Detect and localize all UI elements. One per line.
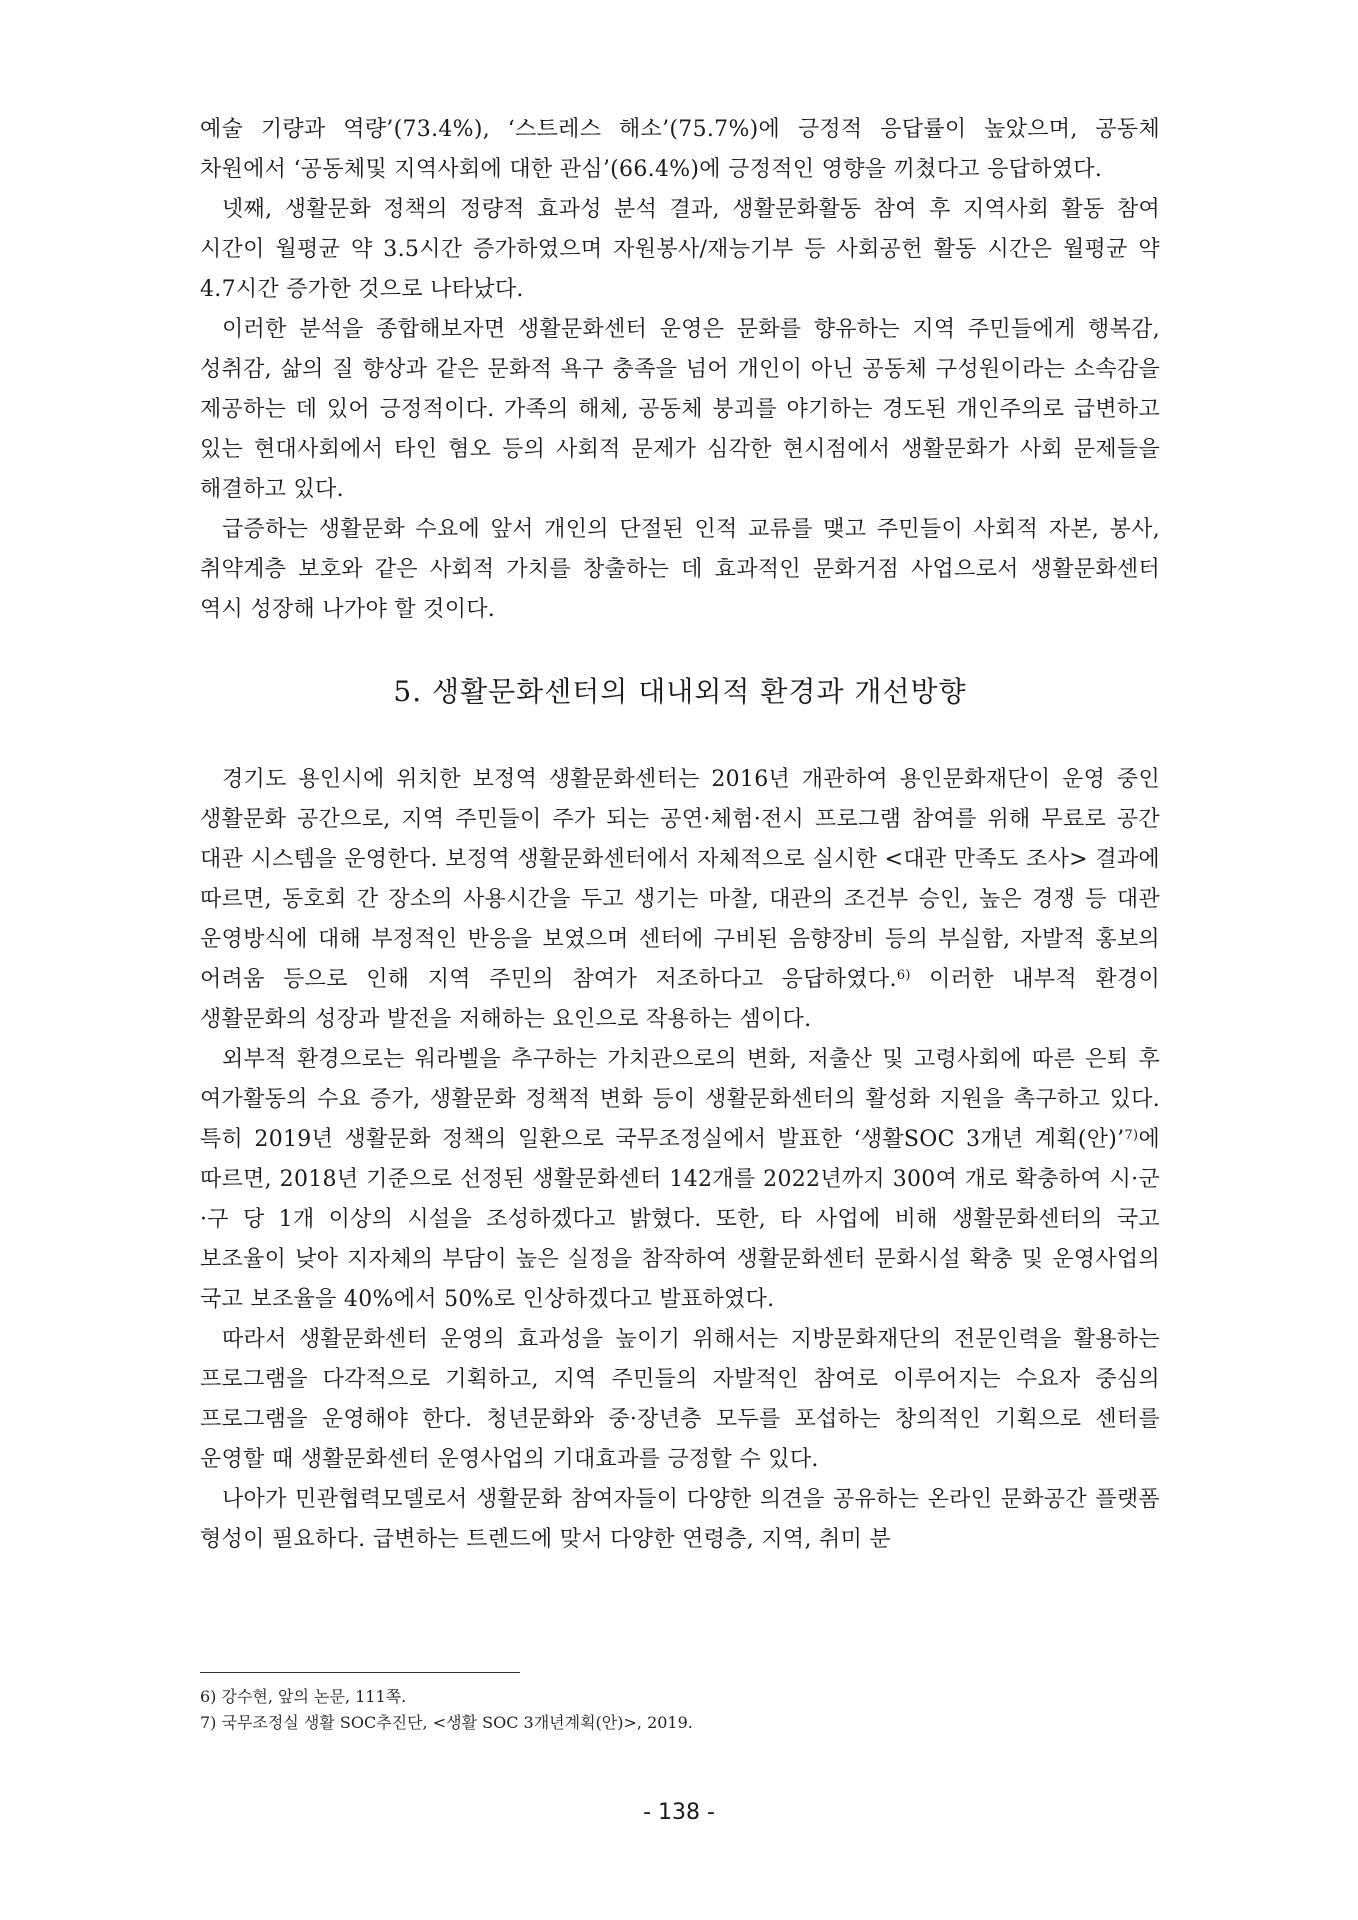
footnote-6: 6) 강수현, 앞의 논문, 111쪽. <box>200 1687 407 1706</box>
paragraph-platform: 나아가 민관협력모델로서 생활문화 참여자들이 다양한 의견을 공유하는 온라인 문화공간 플랫폼 형성이 필요하다. 급변하는 트렌드에 맞서 다양한 연령층, 지역, 취미 분 <box>200 1487 1160 1552</box>
paragraph-text: 경기도 용인시에 위치한 보정역 생활문화센터는 2016년 개관하여 용인문화재단이 운영 중인 생활문화 공간으로, 지역 주민들이 주가 되는 공연·체험·전시 프로그램 참여를 위해 무료로 공간 대관 시스템을 운영한다. 보정역 생활문화센터에서 자체적으로 실시한 <대관 만족도 조사> 결과에 따르면, 동호회 간 장소의 사용시간을 두고 생기는 마찰, 대관의 조건부 승인, 높은 경쟁 등 대관 운영방식에 대해 부정적인 반응을 보였으며 센터에 구비된 음향장비 등의 부실함, 자발적 홍보의 어려움 등으로 인해 지역 주민의 참여가 저조하다고 응답하였다. <box>200 767 1160 992</box>
section-title: 5. 생활문화센터의 대내외적 환경과 개선방향 <box>393 675 967 708</box>
footnotes <box>200 1684 1160 1736</box>
footnote-ref-7[interactable]: 7) <box>1124 1128 1139 1143</box>
paragraph-fourth-finding: 넷째, 생활문화 정책의 정량적 효과성 분석 결과, 생활문화활동 참여 후 지역사회 활동 참여 시간이 월평균 약 3.5시간 증가하였으며 자원봉사/재능기부 등 사회공헌 활동 시간은 월평균 약 4.7시간 증가한 것으로 나타났다. <box>200 197 1160 302</box>
footnote-7: 7) 국무조정실 생활 SOC추진단, <생활 SOC 3개년계획(안)>, 2019. <box>200 1713 693 1732</box>
footnote-ref-6[interactable]: 6) <box>896 968 911 983</box>
paragraph-growth: 급증하는 생활문화 수요에 앞서 개인의 단절된 인적 교류를 맺고 주민들이 사회적 자본, 봉사, 취약계층 보호와 같은 사회적 가치를 창출하는 데 효과적인 문화거점 사업으로서 생활문화센터 역시 성장해 나가야 할 것이다. <box>200 517 1160 622</box>
paragraph-text: 외부적 환경으로는 워라벨을 추구하는 가치관으로의 변화, 저출산 및 고령사회에 따른 은퇴 후 여가활동의 수요 증가, 생활문화 정책적 변화 등이 생활문화센터의 활성화 지원을 촉구하고 있다. 특히 2019년 생활문화 정책의 일환으로 국무조정실에서 발표한 ‘생활SOC 3개년 계획(안)’ <box>200 1047 1160 1152</box>
paragraph-text: 이러한 내부적 환경이 생활문화의 성장과 발전을 저해하는 요인으로 작용하는 셈이다. <box>200 967 1160 1032</box>
paragraph-effectiveness: 따라서 생활문화센터 운영의 효과성을 높이기 위해서는 지방문화재단의 전문인력을 활용하는 프로그램을 다각적으로 기획하고, 지역 주민들의 자발적인 참여로 이루어지는 수요자 중심의 프로그램을 운영해야 한다. 청년문화와 중·장년층 모두를 포섭하는 창의적인 기획으로 센터를 운영할 때 생활문화센터 운영사업의 기대효과를 긍정할 수 있다. <box>200 1327 1160 1472</box>
footnote-divider <box>200 1672 520 1673</box>
paragraph-internal-environment <box>200 760 1160 1040</box>
paragraph-external-environment <box>200 1040 1160 1320</box>
paragraph-continuation: 예술 기량과 역량’(73.4%), ‘스트레스 해소’(75.7%)에 긍정적 응답률이 높았으며, 공동체 차원에서 ‘공동체및 지역사회에 대한 관심’(66.4%)에 긍정적인 영향을 끼쳤다고 응답하였다. <box>200 117 1160 182</box>
page-body <box>200 110 1160 1560</box>
paragraph-analysis-summary: 이러한 분석을 종합해보자면 생활문화센터 운영은 문화를 향유하는 지역 주민들에게 행복감, 성취감, 삶의 질 향상과 같은 문화적 욕구 충족을 넘어 개인이 아닌 공동체 구성원이라는 소속감을 제공하는 데 있어 긍정적이다. 가족의 해체, 공동체 붕괴를 야기하는 경도된 개인주의로 급변하고 있는 현대사회에서 타인 혐오 등의 사회적 문제가 심각한 현시점에서 생활문화가 사회 문제들을 해결하고 있다. <box>200 317 1160 502</box>
page-number: - 138 - <box>643 1800 715 1825</box>
paragraph-text: 에 따르면, 2018년 기준으로 선정된 생활문화센터 142개를 2022년까지 300여 개로 확충하여 시·군·구 당 1개 이상의 시설을 조성하겠다고 밝혔다. 또한, 타 사업에 비해 생활문화센터의 국고 보조율이 낮아 지자체의 부담이 높은 실정을 참작하여 생활문화센터 문화시설 확충 및 운영사업의 국고 보조율을 40%에서 50%로 인상하겠다고 발표하였다. <box>200 1127 1160 1312</box>
